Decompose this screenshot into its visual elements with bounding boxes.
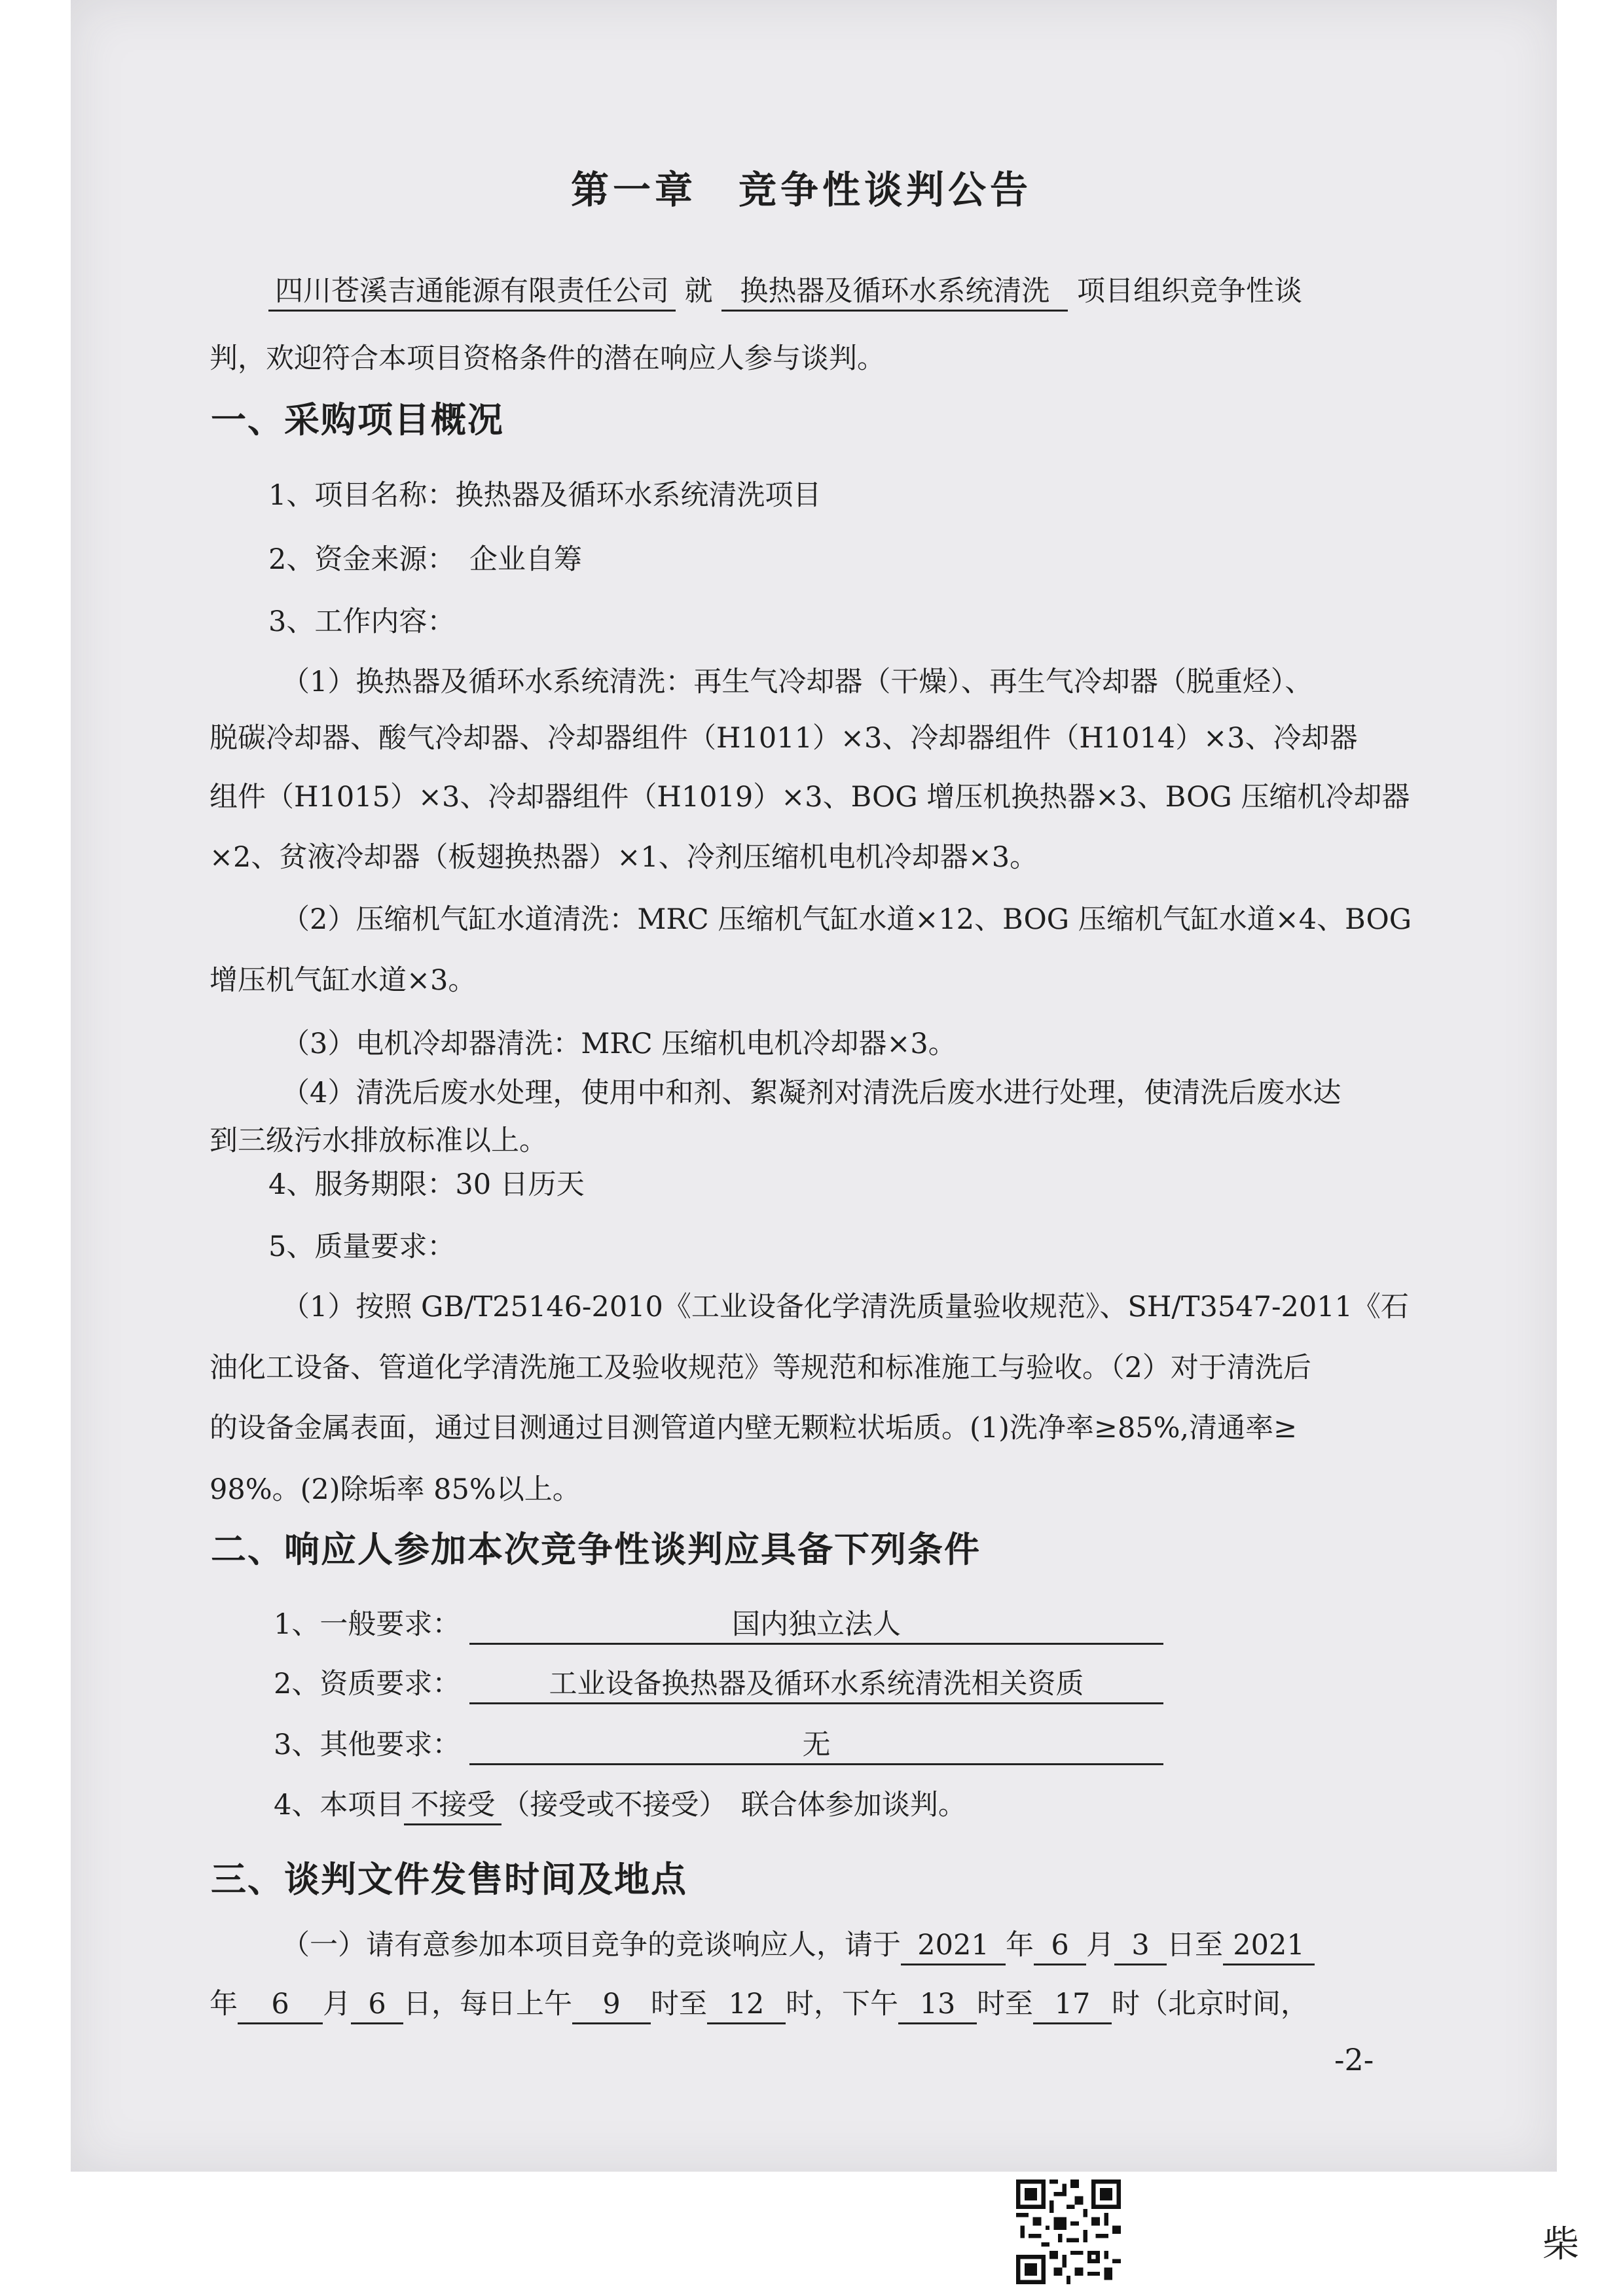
company-name: 四川苍溪吉通能源有限责任公司 bbox=[268, 273, 676, 312]
req-value: 工业设备换热器及循环水系统清洗相关资质 bbox=[469, 1666, 1163, 1704]
intro-tail: 项目组织竞争性谈 bbox=[1077, 275, 1303, 308]
s1-line: 5、质量要求： bbox=[268, 1230, 456, 1263]
s1-line: 的设备金属表面，通过目测通过目测管道内壁无颗粒状垢质。(1)洗净率≥85%,清通率≥ bbox=[210, 1412, 1298, 1444]
intro-jiu: 就 bbox=[684, 275, 713, 308]
s3-text: 时至 bbox=[977, 1988, 1033, 2020]
s3-text: 日，每日上午 bbox=[403, 1988, 572, 2020]
req-note: （接受或不接受） 联合体参加谈判。 bbox=[501, 1789, 966, 1821]
end-year: 2021 bbox=[1223, 1927, 1315, 1965]
s1-line: 3、工作内容： bbox=[268, 605, 456, 638]
s1-line: 组件（H1015）×3、冷却器组件（H1019）×3、BOG 增压机换热器×3、BOG 压缩机冷却器 bbox=[210, 781, 1410, 814]
intro-line-1 bbox=[268, 272, 1302, 312]
end-month: 6 bbox=[238, 1986, 323, 2024]
req-label: 1、一般要求： bbox=[274, 1608, 461, 1641]
s1-line: （1）换热器及循环水系统清洗：再生气冷却器（干燥）、再生气冷却器（脱重烃）、 bbox=[282, 666, 1313, 698]
s3-text: 年 bbox=[210, 1988, 238, 2020]
s3-text: （一）请有意参加本项目竞争的竞谈响应人，请于 bbox=[282, 1929, 901, 1962]
am-end: 12 bbox=[707, 1986, 786, 2024]
req-value: 无 bbox=[469, 1727, 1163, 1765]
side-character: 柴 bbox=[1542, 2223, 1579, 2266]
s1-line: 增压机气缸水道×3。 bbox=[210, 964, 477, 997]
start-month: 6 bbox=[1034, 1927, 1086, 1965]
requirement-qualification bbox=[274, 1664, 1163, 1704]
s1-line: （3）电机冷却器清洗：MRC 压缩机电机冷却器×3。 bbox=[282, 1028, 957, 1060]
s1-line: 2、资金来源： 企业自筹 bbox=[268, 543, 582, 576]
s1-line: 脱碳冷却器、酸气冷却器、冷却器组件（H1011）×3、冷却器组件（H1014）×3、冷却器 bbox=[210, 722, 1358, 755]
s1-line: 98%。(2)除垢率 85%以上。 bbox=[210, 1473, 581, 1506]
end-day: 6 bbox=[351, 1986, 403, 2024]
s1-line: ×2、贫液冷却器（板翅换热器）×1、冷剂压缩机电机冷却器×3。 bbox=[210, 841, 1038, 874]
page-number: -2- bbox=[1334, 2042, 1374, 2077]
s1-line: 4、服务期限：30 日历天 bbox=[268, 1168, 585, 1201]
document-title: 第一章 竞争性谈判公告 bbox=[571, 168, 1032, 212]
consortium-value: 不接受 bbox=[404, 1787, 501, 1825]
s1-line: （2）压缩机气缸水道清洗：MRC 压缩机气缸水道×12、BOG 压缩机气缸水道×4、BOG bbox=[282, 903, 1412, 936]
req-value: 国内独立法人 bbox=[469, 1606, 1163, 1645]
requirement-other bbox=[274, 1725, 1163, 1765]
s3-text: 时（北京时间， bbox=[1112, 1988, 1309, 2020]
req-label: 3、其他要求： bbox=[274, 1729, 461, 1761]
s1-line: 1、项目名称：换热器及循环水系统清洗项目 bbox=[268, 479, 822, 512]
s3-text: 月 bbox=[1086, 1929, 1114, 1962]
start-day: 3 bbox=[1114, 1927, 1167, 1965]
s3-line-1 bbox=[282, 1926, 1315, 1965]
intro-line-2: 判，欢迎符合本项目资格条件的潜在响应人参与谈判。 bbox=[210, 342, 885, 375]
section-2-heading: 二、响应人参加本次竞争性谈判应具备下列条件 bbox=[211, 1529, 981, 1570]
section-1-heading: 一、采购项目概况 bbox=[211, 399, 504, 440]
requirement-general bbox=[274, 1605, 1163, 1645]
start-year: 2021 bbox=[901, 1927, 1006, 1965]
s3-text: 月 bbox=[323, 1988, 351, 2020]
pm-end: 17 bbox=[1033, 1986, 1112, 2024]
s3-text: 时，下午 bbox=[786, 1988, 898, 2020]
section-3-heading: 三、谈判文件发售时间及地点 bbox=[211, 1859, 687, 1900]
s3-line-2 bbox=[210, 1984, 1309, 2024]
s1-line: （4）清洗后废水处理，使用中和剂、絮凝剂对清洗后废水进行处理，使清洗后废水达 bbox=[282, 1077, 1341, 1109]
s3-text: 日至 bbox=[1167, 1929, 1223, 1962]
s1-line: 到三级污水排放标准以上。 bbox=[210, 1124, 547, 1157]
qr-code-icon bbox=[1016, 2179, 1121, 2284]
s1-line: 油化工设备、管道化学清洗施工及验收规范》等规范和标准施工与验收。（2）对于清洗后 bbox=[210, 1352, 1311, 1384]
s1-line: （1）按照 GB/T25146-2010《工业设备化学清洗质量验收规范》、SH/T3547-2011《石 bbox=[282, 1291, 1409, 1323]
am-start: 9 bbox=[572, 1986, 651, 2024]
s3-text: 时至 bbox=[651, 1988, 707, 2020]
pm-start: 13 bbox=[898, 1986, 977, 2024]
requirement-consortium bbox=[274, 1785, 966, 1825]
req-label: 4、本项目 bbox=[274, 1789, 405, 1821]
req-label: 2、资质要求： bbox=[274, 1668, 461, 1700]
project-name: 换热器及循环水系统清洗 bbox=[721, 273, 1068, 312]
s3-text: 年 bbox=[1006, 1929, 1034, 1962]
